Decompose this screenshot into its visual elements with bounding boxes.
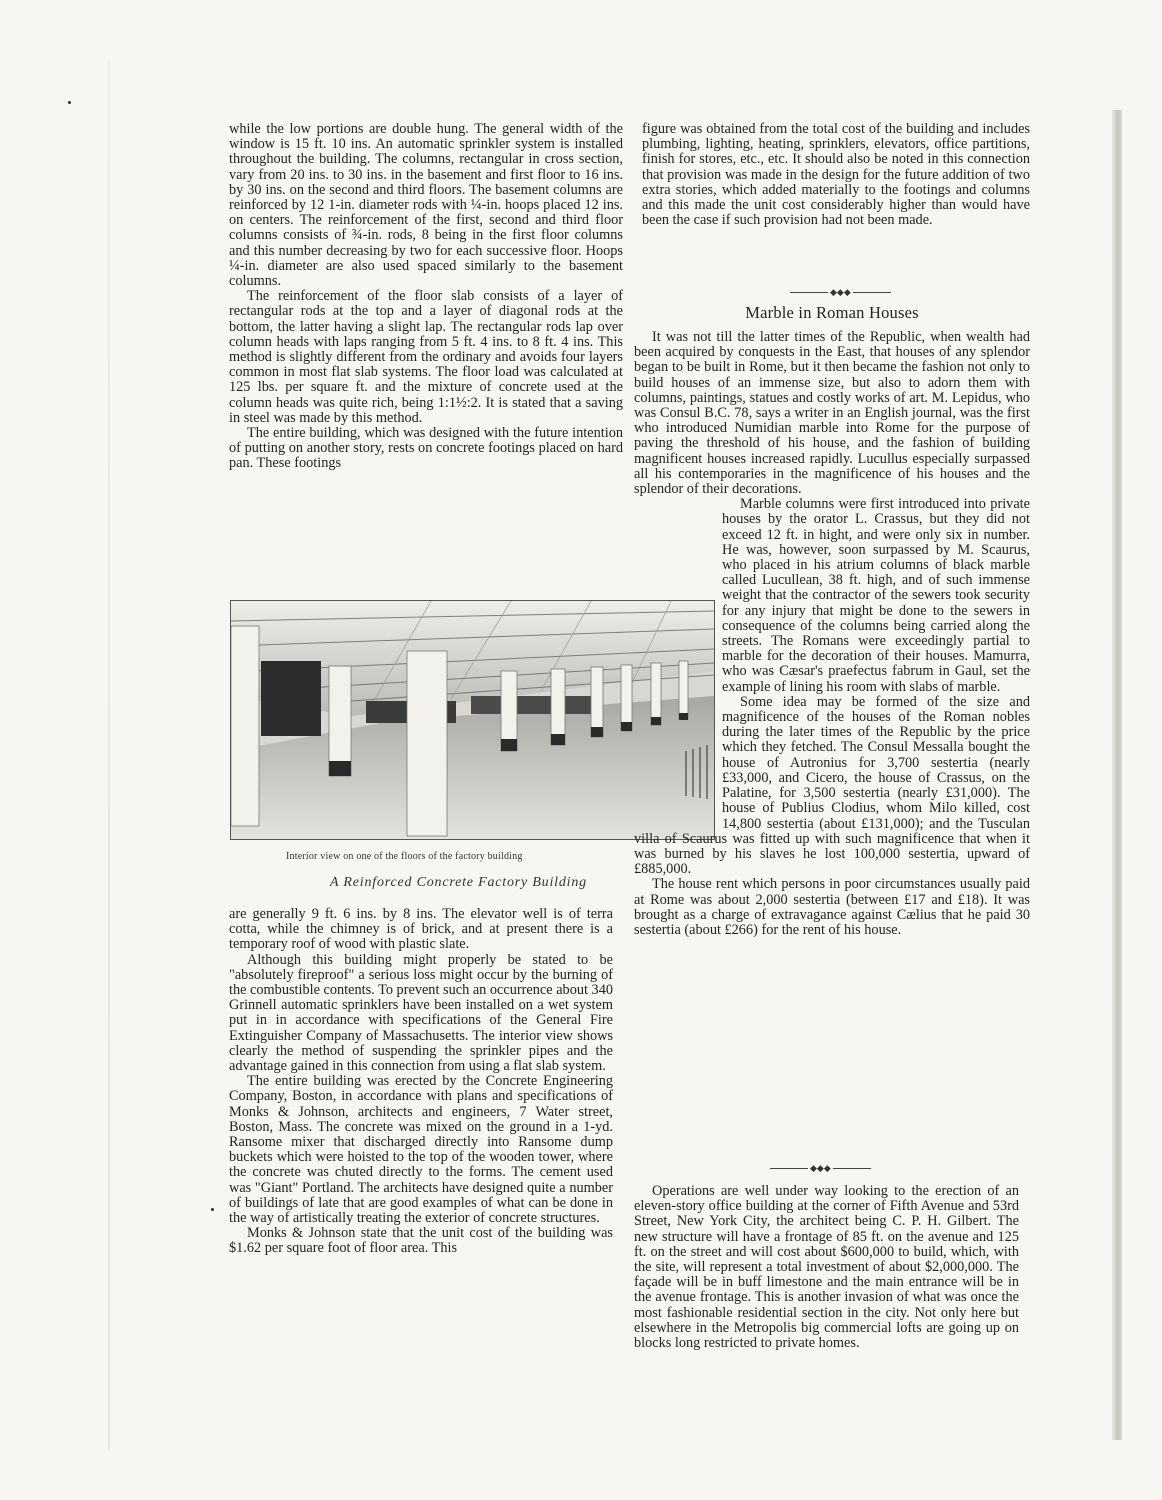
paragraph: It was not till the latter times of the Republic, when wealth had been acquired by conquests in the East, that houses of any splendor began to be built in Rome, but it then became the fashion not only to build houses of an immense size, but also to adorn them with columns, paintings, statues and costly works of art. M. Lepidus, who was Consul B.C. 78, says a writer in an English journal, was the first who introduced Numidian marble into Rome for the purpose of paving the threshold of his house, and the fashion of building magnificent houses increased rapidly. Lucullus especially surpassed all his contemporaries in the magnificence of his houses and the splendor of their decorations.	[634, 329, 1030, 498]
paragraph: Monks & Johnson state that the unit cost of the building was $1.62 per square foot of floor area. This	[229, 1225, 613, 1257]
left-column-bottom	[229, 907, 613, 1257]
marble-article-body	[634, 330, 1030, 938]
section-divider-ornament: ◆◆◆	[790, 287, 891, 298]
figure-float-spacer	[634, 497, 722, 819]
right-column-top	[642, 122, 1030, 228]
figure-title: A Reinforced Concrete Factory Building	[330, 875, 587, 890]
scan-speck	[211, 1208, 214, 1211]
paragraph: The reinforcement of the floor slab consists of a layer of rectangular rods at the top and a layer of diagonal rods at the bottom, the latter having a slight lap. The rectangular rods lap over column heads with laps ranging from 5 ft. 4 ins. to 8 ft. 4 ins. This method is slightly different from the ordinary and avoids four layers common in most flat slab systems. The floor load was calculated at 125 lbs. per square ft. and the mixture of concrete used at the column heads was quite rich, being 1:1½:2. It is stated that a saving in steel was made by this method.	[229, 288, 623, 426]
marble-heading-wrap	[634, 303, 1030, 332]
paragraph: Operations are well under way looking to the erection of an eleven-story office building at the corner of Fifth Avenue and 53rd Street, New York City, the architect being C. P. H. Gilbert. The new structure will have a frontage of 85 ft. on the avenue and 125 ft. on the street and will cost about $600,000 to build, which, with the site, will represent a total investment of about $2,000,000. The façade will be in buff limestone and the main entrance will be in the avenue frontage. This is another invasion of what was once the most fashionable residential section in the city. Not only here but elsewhere in the Metropolis big commercial lofts are going up on blocks long restricted to private homes.	[634, 1183, 1019, 1352]
paragraph: while the low portions are double hung. The general width of the window is 15 ft. 10 ins. An automatic sprinkler system is installed throughout the building. The columns, rectangular in cross section, vary from 20 ins. to 30 ins. in the basement and first floor to 16 ins. by 30 ins. on the second and third floors. The basement columns are reinforced by 12 1-in. diameter rods with ¼-in. hoops placed 12 ins. on centers. The reinforcement of the first, second and third floor columns consists of ¾-in. rods, 8 being in the first floor columns and this number decreasing by two for each successive floor. Hoops ¼-in. diameter are also used spaced similarly to the basement columns.	[229, 121, 623, 290]
scan-speck	[68, 101, 71, 104]
section-divider-ornament: ◆◆◆	[770, 1163, 871, 1174]
paragraph: The entire building, which was designed with the future intention of putting on another story, rests on concrete footings placed on hard pan. These footings	[229, 425, 623, 472]
paragraph: Some idea may be formed of the size and magnificence of the houses of the Roman nobles during the later times of the Republic by the price which they fetched. The Consul Messalla bought the house of Autronius for 3,700 sestertia (nearly £33,000, and Cicero, the house of Crassus, on the Palatine, for 3,500 sestertia (nearly £31,000). The house of Publius Clodius, whom Milo killed, cost 14,800 sestertia (about £131,000); and the Tusculan villa of Scaurus was fitted up with such magnificence that when it was burned by his slaves he lost 100,000 sestertia, upward of £885,000.	[634, 693, 1030, 878]
figure-caption: Interior view on one of the floors of the factory building	[286, 851, 523, 862]
page-edge-right	[1112, 110, 1122, 1440]
left-column-top	[229, 122, 623, 472]
paragraph: The entire building was erected by the Concrete Engineering Company, Boston, in accordance with plans and specifications of Monks & Johnson, architects and engineers, 7 Water street, Boston, Mass. The concrete was mixed on the ground in a 1-yd. Ransome mixer that discharged directly into Ransome dump buckets which were hoisted to the top of the wooden tower, where the concrete was chuted directly to the forms. The cement used was "Giant" Portland. The architects have designed quite a number of buildings of late that are good examples of what can be done in the way of artistically treating the exterior of concrete structures.	[229, 1073, 613, 1227]
paragraph: Marble columns were first introduced into private houses by the orator L. Crassus, but they did not exceed 12 ft. in hight, and were only six in number. He was, however, soon surpassed by M. Scaurus, who placed in his atrium columns of black marble called Lucullean, 38 ft. high, and of such immense weight that the contractor of the sewers took security for any injury that might be done to the sewers in consequence of the columns being carried along the streets. The Romans were exceedingly partial to marble for the decoration of their houses. Mamurra, who was Cæsar's praefectus fabrum in Gaul, set the example of lining his room with slabs of marble.	[722, 496, 1030, 695]
announcement-body	[634, 1184, 1019, 1351]
article-heading: Marble in Roman Houses	[745, 303, 919, 322]
page-edge-left	[108, 60, 110, 1450]
paragraph: figure was obtained from the total cost of the building and includes plumbing, lighting, heating, sprinklers, elevators, office partitions, finish for stores, etc., etc. It should also be noted in this connection that provision was made in the design for the future addition of two extra stories, which added materially to the footings and columns and this made the unit cost considerably higher than would have been the case if such provision had not been made.	[642, 121, 1030, 229]
paragraph: Although this building might properly be stated to be "absolutely fireproof" a serious loss might occur by the burning of the combustible contents. To prevent such an occurrence about 340 Grinnell automatic sprinklers have been installed on a wet system put in in accordance with specifications of the General Fire Extinguisher Company of Massachusetts. The interior view shows clearly the method of suspending the sprinkler pipes and the advantage gained in this connection from using a flat slab system.	[229, 951, 613, 1075]
paragraph: The house rent which persons in poor circumstances usually paid at Rome was about 2,000 sestertia (between £17 and £18). It was brought as a charge of extravagance against Cælius that he paid 30 sestertia (about £266) for the rent of his house.	[634, 876, 1030, 938]
paragraph: are generally 9 ft. 6 ins. by 8 ins. The elevator well is of terra cotta, while the chimney is of brick, and at present there is a temporary roof of wood with plastic slate.	[229, 906, 613, 953]
